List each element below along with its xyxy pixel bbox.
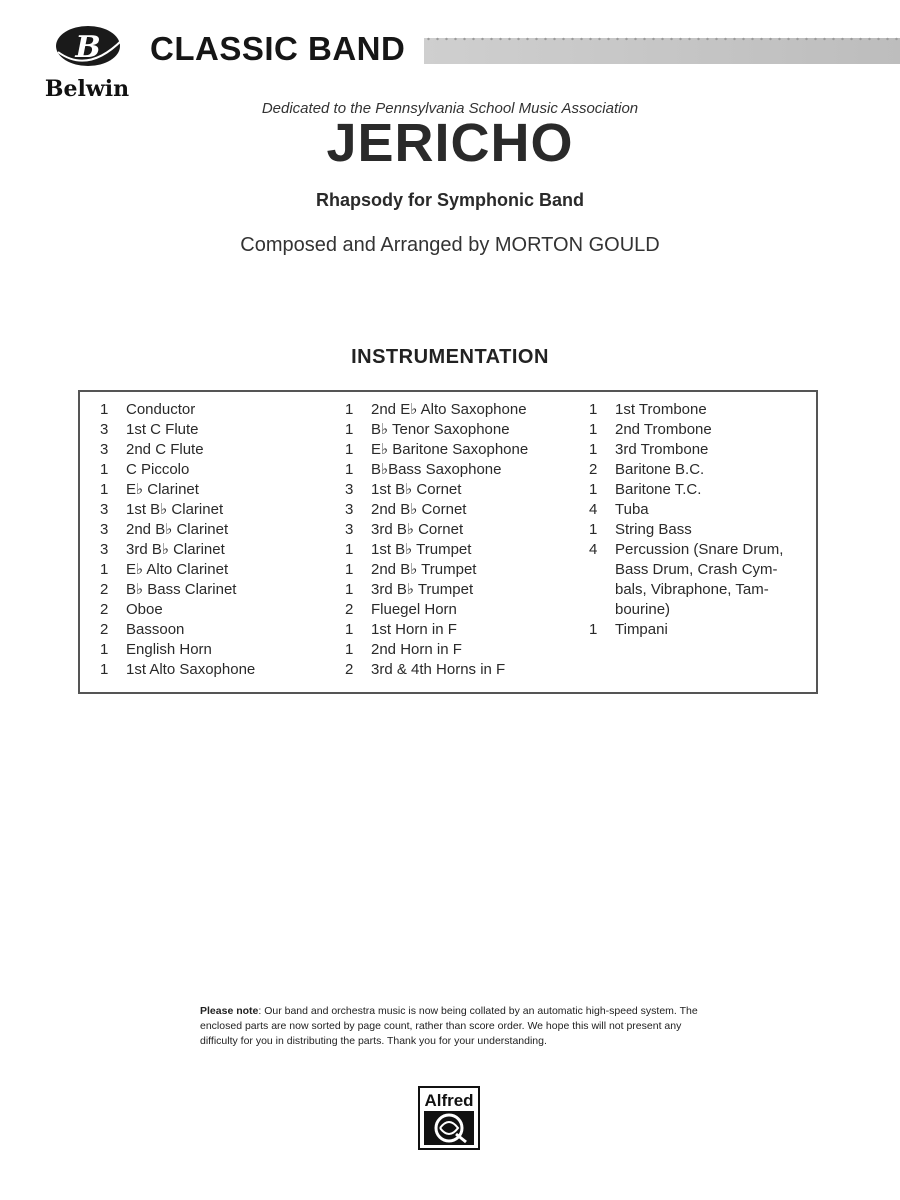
instrument-row [100, 520, 255, 540]
instrument-row [589, 480, 805, 500]
instrument-name: C Piccolo [126, 461, 190, 478]
instrument-quantity: 3 [100, 541, 109, 558]
instrument-name: 1st Horn in F [371, 621, 457, 638]
instrument-row [589, 620, 805, 640]
subtitle: Rhapsody for Symphonic Band [315, 190, 585, 210]
instrument-row [345, 400, 528, 420]
instrument-quantity: 3 [100, 521, 109, 538]
instrument-row [345, 440, 528, 460]
instrument-name: Conductor [126, 401, 196, 418]
instrument-quantity: 2 [100, 601, 109, 618]
note-label: Please note [200, 1005, 259, 1017]
instrument-quantity: 1 [100, 561, 109, 578]
instrument-quantity: 1 [345, 421, 354, 438]
instrument-quantity: 1 [345, 441, 354, 458]
instrument-row [100, 660, 255, 680]
instrument-quantity: 1 [589, 401, 598, 418]
instrument-quantity: 2 [345, 601, 354, 618]
instrument-row [345, 660, 528, 680]
instrument-name: E♭ Alto Clarinet [126, 561, 229, 578]
instrument-quantity: 4 [589, 501, 598, 518]
belwin-logo [28, 22, 146, 104]
instrument-name: Tuba [615, 501, 649, 518]
instrument-quantity: 1 [589, 481, 598, 498]
instrument-name: Bassoon [126, 621, 185, 638]
instrument-quantity: 1 [345, 641, 354, 658]
instrument-row [100, 480, 255, 500]
instrument-name: 2nd B♭ Cornet [371, 501, 467, 518]
instrument-quantity: 2 [100, 581, 109, 598]
instrument-name: 3rd Trombone [615, 441, 709, 458]
publisher-name: Alfred [424, 1091, 474, 1110]
instrument-quantity: 1 [100, 661, 109, 678]
instrument-row [100, 400, 255, 420]
instrument-quantity: 1 [345, 401, 354, 418]
instrument-name: Timpani [615, 621, 668, 638]
instrument-quantity: 1 [345, 541, 354, 558]
instrument-row [589, 440, 805, 460]
instrument-name: B♭ Bass Clarinet [126, 581, 237, 598]
instrument-name: 1st B♭ Cornet [371, 481, 462, 498]
instrument-quantity: 1 [345, 561, 354, 578]
instrument-name: English Horn [126, 641, 212, 658]
instrument-name: 1st Alto Saxophone [126, 661, 256, 678]
instrument-name: 3rd B♭ Trumpet [371, 581, 474, 598]
instrument-quantity: 3 [345, 521, 354, 538]
instrument-quantity: 1 [589, 441, 598, 458]
instrument-row [589, 520, 805, 540]
instrument-name: 3rd & 4th Horns in F [371, 661, 506, 678]
instrument-row [345, 540, 528, 560]
instrument-column-1 [100, 400, 255, 680]
instrument-quantity: 1 [345, 581, 354, 598]
instrument-name: E♭ Baritone Saxophone [371, 441, 529, 458]
instrument-quantity: 2 [100, 621, 109, 638]
instrument-name: 3rd B♭ Cornet [371, 521, 464, 538]
instrument-name: 2nd C Flute [126, 441, 204, 458]
instrument-row [100, 460, 255, 480]
alfred-logo [418, 1086, 480, 1150]
instrument-name: Percussion (Snare Drum, Bass Drum, Crash Cym- bals, Vibraphone, Tam- bourine) [615, 541, 784, 618]
instrument-name: 1st B♭ Trumpet [371, 541, 472, 558]
svg-text:B: B [75, 30, 101, 65]
instrument-row [589, 420, 805, 440]
instrument-name: B♭ Tenor Saxophone [371, 421, 510, 438]
instrument-name: 1st C Flute [126, 421, 199, 438]
instrument-quantity: 3 [100, 421, 109, 438]
series-title: CLASSIC BAND [150, 30, 406, 67]
composer-credit: Composed and Arranged by MORTON GOULD [240, 234, 660, 256]
instrument-quantity: 3 [345, 481, 354, 498]
instrument-quantity: 1 [100, 481, 109, 498]
instrument-quantity: 3 [345, 501, 354, 518]
instrument-quantity: 3 [100, 441, 109, 458]
instrument-quantity: 3 [100, 501, 109, 518]
instrument-row [100, 640, 255, 660]
instrument-name: 3rd B♭ Clarinet [126, 541, 225, 558]
instrument-name: 2nd E♭ Alto Saxophone [371, 401, 527, 418]
instrument-name: 2nd Trombone [615, 421, 712, 438]
instrument-row [100, 620, 255, 640]
instrument-quantity: 1 [345, 461, 354, 478]
instrument-quantity: 1 [100, 641, 109, 658]
instrument-name: Oboe [126, 601, 163, 618]
instrument-quantity: 2 [345, 661, 354, 678]
instrument-row [345, 560, 528, 580]
instrument-name: Baritone T.C. [615, 481, 702, 498]
instrument-name: Fluegel Horn [371, 601, 457, 618]
instrument-row [345, 520, 528, 540]
instrument-quantity: 1 [589, 621, 598, 638]
instrument-quantity: 2 [589, 461, 598, 478]
instrument-row [589, 400, 805, 420]
instrument-name: 1st B♭ Clarinet [126, 501, 224, 518]
instrument-name: 1st Trombone [615, 401, 707, 418]
instrument-quantity: 1 [589, 521, 598, 538]
collation-note [200, 1004, 710, 1049]
instrument-quantity: 4 [589, 541, 598, 558]
instrument-row [345, 460, 528, 480]
instrument-row [100, 580, 255, 600]
instrument-name: 2nd Horn in F [371, 641, 462, 658]
note-text: : Our band and orchestra music is now being collated by an automatic high-speed system. The enclosed parts are now sorted by page count, rather than score order. We hope this will not present any difficulty for you in distributing the parts. Thank you for your understanding. [200, 1005, 698, 1047]
instrument-row [100, 540, 255, 560]
instrument-column-3 [589, 400, 805, 640]
instrument-quantity: 1 [100, 401, 109, 418]
instrument-row [345, 580, 528, 600]
instrument-quantity: 1 [100, 461, 109, 478]
instrument-row [345, 600, 528, 620]
instrument-row [589, 460, 805, 480]
instrument-row [345, 640, 528, 660]
instrument-row [345, 480, 528, 500]
instrument-row [345, 500, 528, 520]
instrument-row [100, 500, 255, 520]
page-title: JERICHO [326, 113, 574, 173]
instrument-quantity: 1 [589, 421, 598, 438]
instrument-row [345, 420, 528, 440]
instrument-row [100, 420, 255, 440]
instrument-name: 2nd B♭ Clarinet [126, 521, 229, 538]
instrument-row [100, 600, 255, 620]
instrument-name: 2nd B♭ Trumpet [371, 561, 477, 578]
header-bar-pattern [424, 36, 900, 42]
instrument-name: E♭ Clarinet [126, 481, 199, 498]
dedication: Dedicated to the Pennsylvania School Music Association [261, 100, 639, 117]
instrument-name: B♭Bass Saxophone [371, 461, 502, 478]
instrument-name: String Bass [615, 521, 692, 538]
instrument-column-2 [345, 400, 528, 680]
instrument-row [589, 540, 805, 620]
instrument-quantity: 1 [345, 621, 354, 638]
brand-name: Belwin [44, 76, 130, 102]
instrument-row [100, 440, 255, 460]
instrument-row [345, 620, 528, 640]
instrument-row [100, 560, 255, 580]
instrumentation-heading: INSTRUMENTATION [351, 346, 549, 368]
instrument-row [589, 500, 805, 520]
instrument-name: Baritone B.C. [615, 461, 705, 478]
